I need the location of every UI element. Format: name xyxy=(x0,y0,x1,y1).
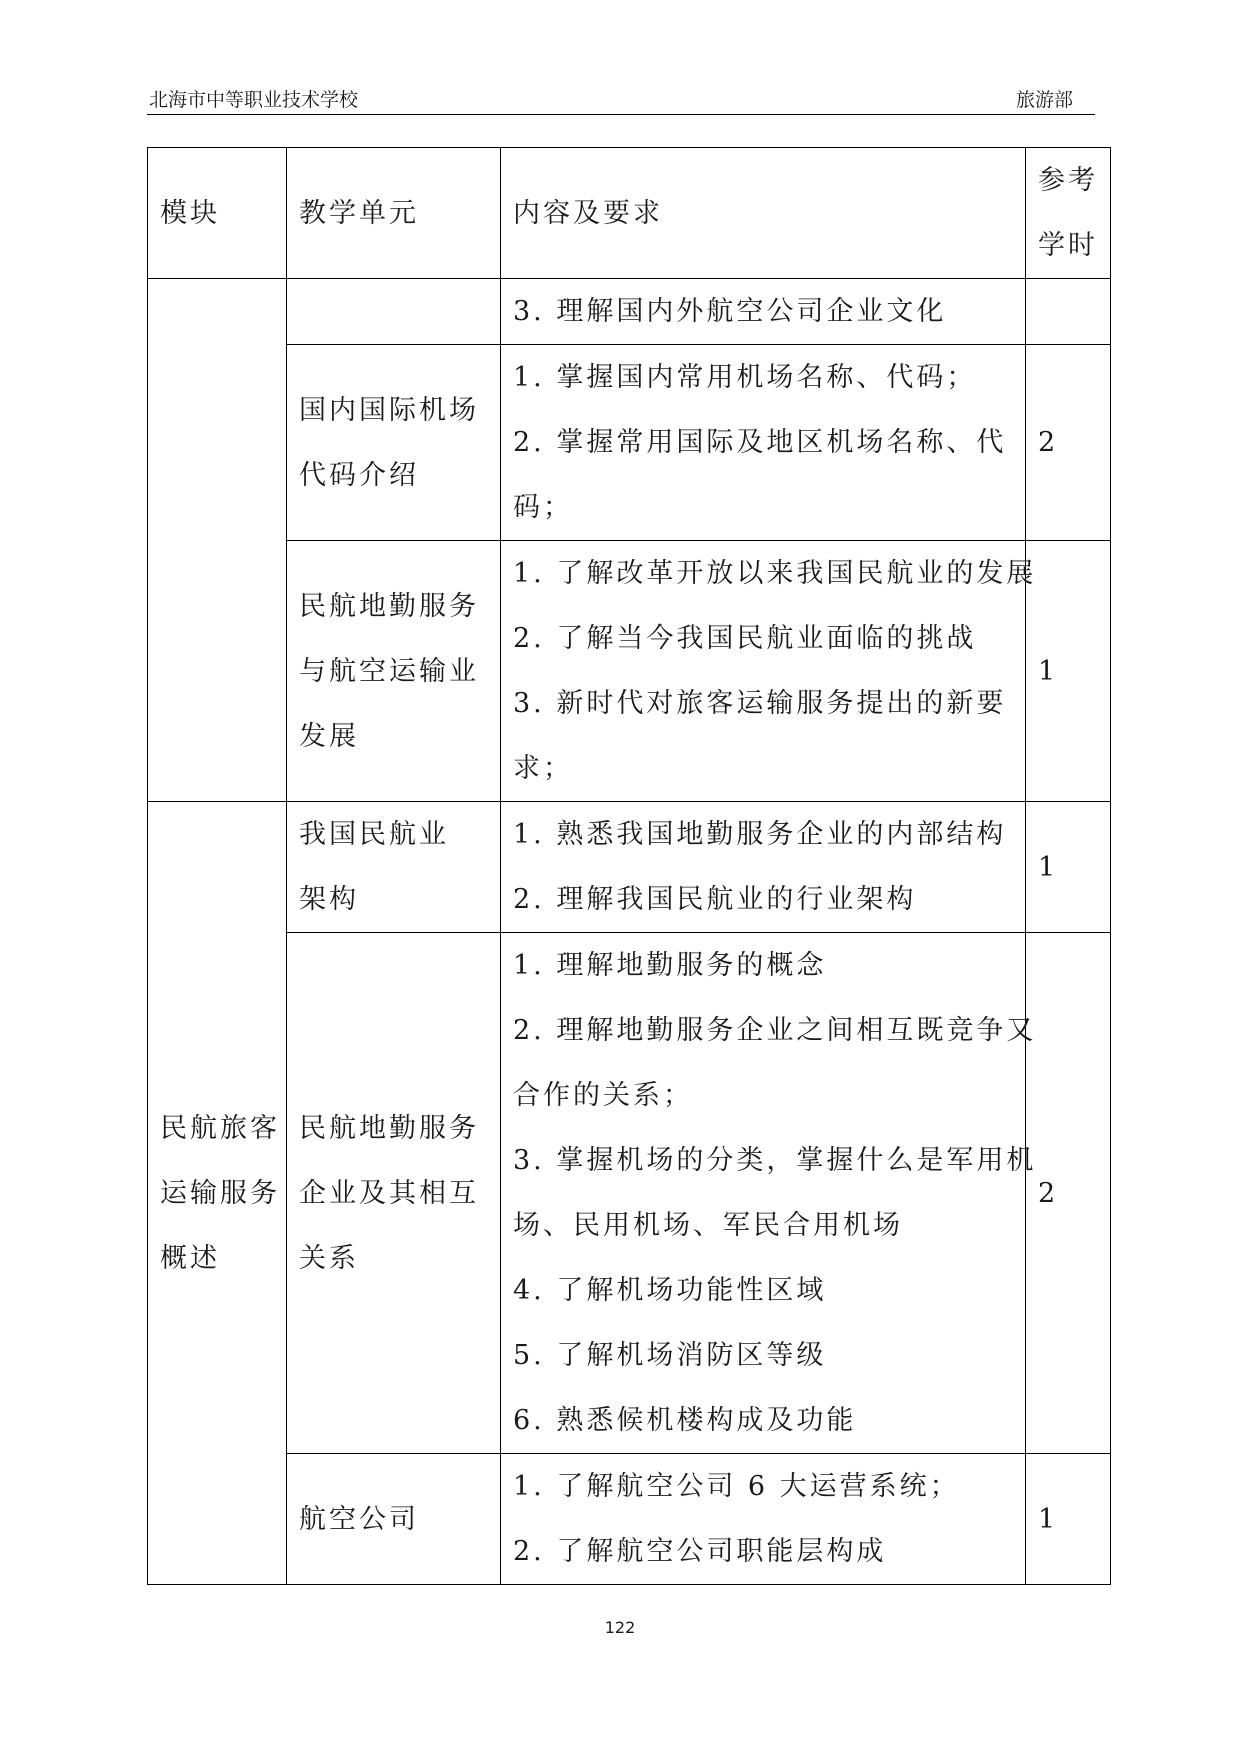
hours-cell: 1 xyxy=(1026,1454,1111,1585)
unit-line: 我国民航业 xyxy=(299,819,449,850)
hours-cell: 2 xyxy=(1026,345,1111,541)
content-cell xyxy=(501,802,1026,933)
hours-cell xyxy=(1026,279,1111,345)
table-row xyxy=(148,1454,1111,1585)
unit-line: 民航地勤服务 xyxy=(299,1112,479,1144)
header-module: 模块 xyxy=(148,148,287,279)
content-line: 1. 了解改革开放以来我国民航业的发展 xyxy=(513,558,1037,589)
content-line: 求； xyxy=(513,753,573,784)
department-name: 旅游部 xyxy=(1015,89,1073,111)
unit-cell xyxy=(287,933,501,1454)
content-line: 合作的关系； xyxy=(513,1080,693,1111)
unit-line: 代码介绍 xyxy=(299,459,419,491)
unit-cell xyxy=(287,279,501,345)
content-line: 4. 了解机场功能性区域 xyxy=(513,1275,827,1306)
content-line: 1. 理解地勤服务的概念 xyxy=(513,950,827,981)
header-hours-line: 参考 xyxy=(1038,165,1098,196)
unit-line: 与航空运输业 xyxy=(299,655,479,687)
unit-line: 航空公司 xyxy=(299,1503,419,1535)
content-line: 1. 了解航空公司 6 大运营系统； xyxy=(513,1471,960,1502)
content-cell xyxy=(501,279,1026,345)
unit-cell xyxy=(287,345,501,541)
content-line: 6. 熟悉候机楼构成及功能 xyxy=(513,1405,857,1436)
table-row xyxy=(148,802,1111,933)
content-line: 3. 掌握机场的分类，掌握什么是军用机 xyxy=(513,1145,1037,1176)
content-line: 2. 了解航空公司职能层构成 xyxy=(513,1536,887,1567)
hours-cell: 1 xyxy=(1026,541,1111,802)
content-line: 5. 了解机场消防区等级 xyxy=(513,1340,827,1371)
page-number: 122 xyxy=(604,1618,636,1637)
content-line: 码； xyxy=(513,492,573,523)
table-row xyxy=(148,279,1111,345)
page-header xyxy=(147,86,1095,115)
module-line: 运输服务 xyxy=(160,1177,280,1209)
unit-line: 关系 xyxy=(299,1242,359,1274)
unit-cell xyxy=(287,802,501,933)
unit-line: 民航地勤服务 xyxy=(299,590,479,622)
module-line: 民航旅客 xyxy=(160,1112,280,1144)
table-header-row xyxy=(148,148,1111,279)
module-cell-empty xyxy=(148,279,287,802)
unit-line: 架构 xyxy=(299,884,359,915)
content-line: 3. 新时代对旅客运输服务提出的新要 xyxy=(513,688,1007,719)
content-cell xyxy=(501,541,1037,802)
hours-cell: 2 xyxy=(1026,933,1111,1454)
unit-line: 国内国际机场 xyxy=(299,394,479,426)
header-content: 内容及要求 xyxy=(501,148,1026,279)
school-name: 北海市中等职业技术学校 xyxy=(149,89,359,111)
unit-cell xyxy=(287,1454,501,1585)
unit-line: 企业及其相互 xyxy=(299,1177,479,1209)
content-line: 3. 理解国内外航空公司企业文化 xyxy=(513,296,947,327)
content-line: 2. 掌握常用国际及地区机场名称、代 xyxy=(513,427,1007,458)
module-line: 概述 xyxy=(160,1242,220,1274)
content-line: 1. 掌握国内常用机场名称、代码； xyxy=(513,362,977,393)
unit-line: 发展 xyxy=(299,720,359,752)
content-line: 2. 了解当今我国民航业面临的挑战 xyxy=(513,623,977,654)
content-line: 2. 理解地勤服务企业之间相互既竞争又 xyxy=(513,1015,1037,1046)
table-row xyxy=(148,541,1111,802)
content-cell xyxy=(501,933,1037,1454)
content-line: 2. 理解我国民航业的行业架构 xyxy=(513,884,917,915)
unit-cell xyxy=(287,541,501,802)
header-unit: 教学单元 xyxy=(287,148,501,279)
header-hours-line: 学时 xyxy=(1038,230,1098,261)
table-row xyxy=(148,933,1111,1454)
module-cell xyxy=(148,802,287,1585)
table-row xyxy=(148,345,1111,541)
header-hours xyxy=(1026,148,1111,279)
hours-cell: 1 xyxy=(1026,802,1111,933)
content-line: 场、民用机场、军民合用机场 xyxy=(513,1210,903,1241)
content-cell xyxy=(501,1454,1026,1585)
course-table xyxy=(147,147,1111,1585)
content-cell xyxy=(501,345,1026,541)
content-line: 1. 熟悉我国地勤服务企业的内部结构 xyxy=(513,819,1007,850)
